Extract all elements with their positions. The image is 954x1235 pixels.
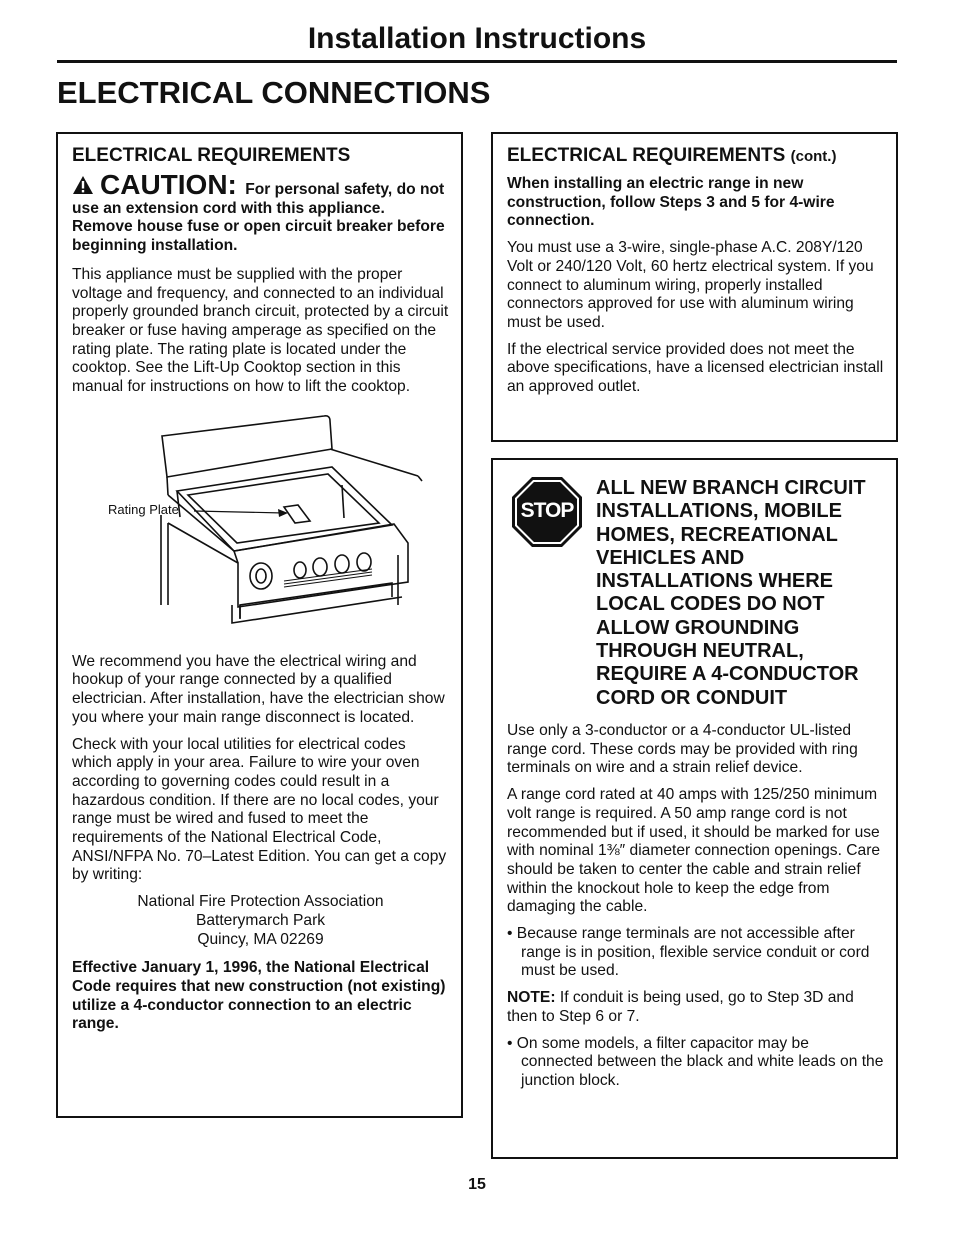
range-figure [72,405,449,653]
header-rule [57,60,897,63]
rating-plate-label: Rating Plate [108,501,179,517]
right-bottom-para-1: Use only a 3-conductor or a 4-conductor UL-listed range cord. These cords may be provided with ring terminals on wire and a strain relief device. [507,722,858,777]
warning-triangle-icon [72,175,94,195]
right-bottom-para-2: A range cord rated at 40 amps with 125/250 minimum volt range is required. A 50 amp range cord is not recommended but if used, it should be marked for use with nominal 1⅜″ diameter connection openings. Care should be taken to center the cable and strain relief within the knockout hole to keep the edge from damaging the cable. [507,786,881,916]
right-top-para-1: You must use a 3-wire, single-phase A.C. 208Y/120 Volt or 240/120 Volt, 60 hertz electrical system. If you connect to aluminum wiring, properly installed connectors approved for use with aluminum wiring must be used. [507,239,874,331]
effective-date-notice: Effective January 1, 1996, the National Electrical Code requires that new construction (not existing) utilize a 4-conductor connection to an electric range. [72,959,446,1033]
right-heading-text: ELECTRICAL REQUIREMENTS [507,145,786,166]
stop-sign-label: STOP [520,499,574,522]
page-header-title: Installation Instructions [307,22,647,55]
address-line: Batterymarch Park [195,911,326,929]
address-line: Quincy, MA 02269 [197,930,324,948]
new-construction-notice: When installing an electric range in new construction, follow Steps 3 and 5 for 4-wire connection. [507,175,835,230]
bullet-terminals: • Because range terminals are not accessible after range is in position, flexible service conduit or cord must be used. [507,925,870,980]
address-line: National Fire Protection Association [137,893,384,911]
right-top-para-2: If the electrical service provided does not meet the above specifications, have a licensed electrician install an approved outlet. [507,340,884,396]
stop-headline: ALL NEW BRANCH CIRCUIT INSTALLATIONS, MOBILE HOMES, RECREATIONAL VEHICLES AND INSTALLATIONS WHERE LOCAL CODES DO NOT ALLOW GROUNDING THROUGH NEUTRAL, REQUIRE A 4-CONDUCTOR CORD OR CONDUIT [596,477,866,709]
section-title: ELECTRICAL CONNECTIONS [57,75,491,110]
right-top-panel [491,132,898,442]
left-para-2: We recommend you have the electrical wiring and hookup of your range connected by a qualified electrician. After installation, have the electrician show you where your main range disconnect is located. [72,652,445,726]
note-label: NOTE: [507,989,556,1007]
range-illustration [72,405,452,653]
bullet-capacitor: • On some models, a filter capacitor may be connected between the black and white leads on the junction block. [507,1034,884,1089]
left-panel [56,132,463,1118]
right-heading [507,145,884,167]
note-text: If conduit is being used, go to Step 3D and then to Step 6 or 7. [507,989,854,1025]
left-para-3: Check with your local utilities for electrical codes which apply in your area. Failure to wire your oven according to governing codes could result in a hazardous condition. If there are no local codes, your range must be wired and fused to meet the requirements of the National Electrical Code, ANSI/NFPA No. 70–Latest Edition. You can get a copy by writing: [72,735,447,884]
address-block [72,893,449,949]
conduit-note [507,989,884,1026]
right-bottom-panel [491,458,898,1159]
left-heading: ELECTRICAL REQUIREMENTS [72,145,351,166]
caution-block [72,169,449,256]
caution-word: CAUTION: [100,169,237,200]
right-heading-suffix: (cont.) [790,148,837,165]
left-para-1: This appliance must be supplied with the proper voltage and frequency, and connected to an individual properly grounded branch circuit, protected by a circuit breaker or fuse having amperage as specified on the rating plate. The rating plate is located under the cooktop. See the Lift-Up Cooktop section in this manual for instructions on how to lift the cooktop. [72,265,449,396]
page-number: 15 [468,1176,486,1193]
caution-text: For personal safety, do not use an extension cord with this appliance. Remove house fuse or open circuit breaker before beginning installation. [72,181,445,255]
